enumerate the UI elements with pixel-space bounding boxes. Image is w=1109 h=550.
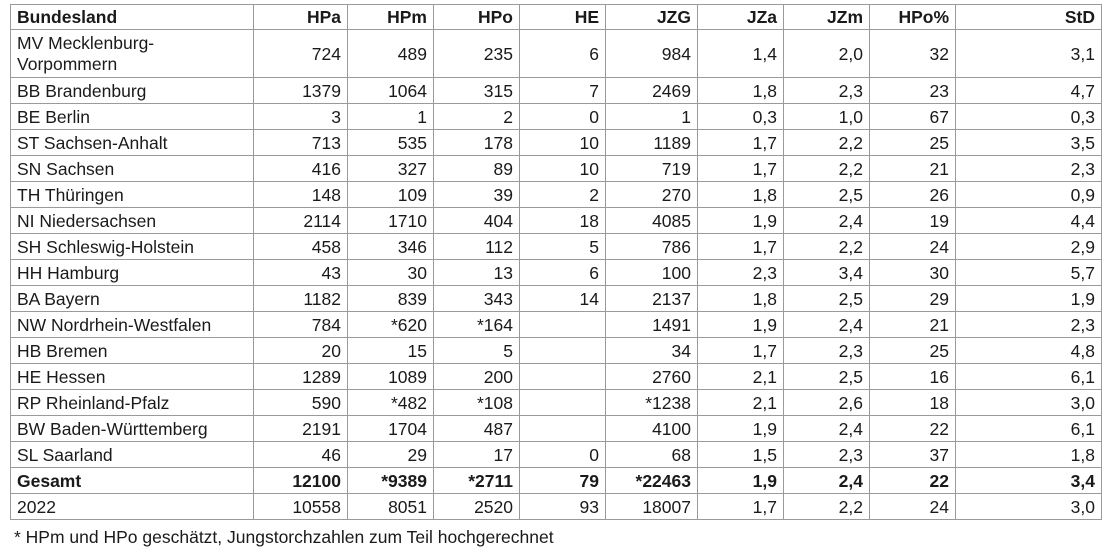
table-cell: 2,2 [784, 234, 870, 260]
table-cell: 25 [870, 130, 956, 156]
table-cell: 1,7 [698, 130, 784, 156]
state-name-cell: 2022 [11, 494, 254, 520]
table-cell: 22 [870, 468, 956, 494]
column-header: StD [956, 5, 1102, 30]
table-cell: 3,1 [956, 30, 1102, 78]
table-row [11, 260, 1102, 286]
table-body [11, 30, 1102, 520]
column-header: HPo [434, 5, 520, 30]
state-name-cell: TH Thüringen [11, 182, 254, 208]
table-cell [520, 338, 606, 364]
table-cell: 37 [870, 442, 956, 468]
table-cell: 4,4 [956, 208, 1102, 234]
table-cell: 2,3 [698, 260, 784, 286]
table-cell: 1289 [254, 364, 348, 390]
table-cell: 29 [348, 442, 434, 468]
table-cell: 2,5 [784, 364, 870, 390]
table-cell [520, 416, 606, 442]
footnote: * HPm und HPo geschätzt, Jungstorchzahlen zum Teil hochgerechnet [14, 527, 554, 547]
state-name-cell: NI Niedersachsen [11, 208, 254, 234]
table-cell: 2,2 [784, 494, 870, 520]
column-header: JZG [606, 5, 698, 30]
table-cell: 26 [870, 182, 956, 208]
table-cell: 2,3 [784, 338, 870, 364]
state-name-cell: BB Brandenburg [11, 78, 254, 104]
table-row [11, 390, 1102, 416]
state-name-cell: SL Saarland [11, 442, 254, 468]
table-total-row [11, 468, 1102, 494]
table-cell: 3,5 [956, 130, 1102, 156]
table-row [11, 130, 1102, 156]
table-cell: 3,4 [784, 260, 870, 286]
table-cell: 100 [606, 260, 698, 286]
table-cell: 30 [348, 260, 434, 286]
table-cell: 15 [348, 338, 434, 364]
table-cell: 68 [606, 442, 698, 468]
state-name-cell: BE Berlin [11, 104, 254, 130]
table-cell: 10 [520, 156, 606, 182]
table-cell: *482 [348, 390, 434, 416]
table-cell: 1182 [254, 286, 348, 312]
table-cell: 724 [254, 30, 348, 78]
table-row [11, 234, 1102, 260]
table-cell: 109 [348, 182, 434, 208]
table-cell: 839 [348, 286, 434, 312]
table-cell: 1,8 [698, 182, 784, 208]
table-cell: 0,3 [698, 104, 784, 130]
state-name-cell: BW Baden-Württemberg [11, 416, 254, 442]
state-name-cell: Gesamt [11, 468, 254, 494]
table-row [11, 442, 1102, 468]
table-cell: 2,9 [956, 234, 1102, 260]
table-cell: 8051 [348, 494, 434, 520]
state-name-cell: HB Bremen [11, 338, 254, 364]
table-cell: 1,7 [698, 234, 784, 260]
table-cell: 2,6 [784, 390, 870, 416]
table-cell: *2711 [434, 468, 520, 494]
table-cell: 6,1 [956, 416, 1102, 442]
table-cell: 1189 [606, 130, 698, 156]
table-cell: 2,5 [784, 182, 870, 208]
table-row [11, 208, 1102, 234]
table-cell: 984 [606, 30, 698, 78]
table-cell: 1,9 [698, 208, 784, 234]
table-cell: 535 [348, 130, 434, 156]
table-cell: 1,8 [698, 286, 784, 312]
table-cell: *620 [348, 312, 434, 338]
table-cell: 4,8 [956, 338, 1102, 364]
table-cell: 67 [870, 104, 956, 130]
table-cell: 18 [520, 208, 606, 234]
table-cell: 14 [520, 286, 606, 312]
table-cell: 23 [870, 78, 956, 104]
table-cell: 2,4 [784, 416, 870, 442]
table-cell: 4,7 [956, 78, 1102, 104]
table-cell [520, 390, 606, 416]
table-cell: 1,0 [784, 104, 870, 130]
table-cell: 2,2 [784, 156, 870, 182]
table-cell: 5 [434, 338, 520, 364]
table-cell: 2,3 [784, 78, 870, 104]
table-cell: *9389 [348, 468, 434, 494]
state-name-cell: HE Hessen [11, 364, 254, 390]
table-cell: 2137 [606, 286, 698, 312]
table-row [11, 312, 1102, 338]
table-cell: 43 [254, 260, 348, 286]
table-cell: 6 [520, 260, 606, 286]
state-name-cell: RP Rheinland-Pfalz [11, 390, 254, 416]
table-cell: 24 [870, 494, 956, 520]
table-row [11, 338, 1102, 364]
table-cell: 39 [434, 182, 520, 208]
table-cell: 1,9 [698, 312, 784, 338]
table-cell: 1089 [348, 364, 434, 390]
table-cell: 2469 [606, 78, 698, 104]
table-cell: 4100 [606, 416, 698, 442]
table-cell: 3,4 [956, 468, 1102, 494]
table-cell: 3 [254, 104, 348, 130]
table-cell: 89 [434, 156, 520, 182]
table-row [11, 364, 1102, 390]
table-cell: 1,7 [698, 338, 784, 364]
table-row [11, 182, 1102, 208]
state-name-cell: NW Nordrhein-Westfalen [11, 312, 254, 338]
table-cell: 0 [520, 442, 606, 468]
state-name-cell: HH Hamburg [11, 260, 254, 286]
table-cell: 327 [348, 156, 434, 182]
table-row [11, 156, 1102, 182]
table-cell: 2,1 [698, 390, 784, 416]
table-cell: 2191 [254, 416, 348, 442]
table-cell: 315 [434, 78, 520, 104]
column-header: HE [520, 5, 606, 30]
table-cell: 2 [520, 182, 606, 208]
table-cell: 22 [870, 416, 956, 442]
table-cell: 1379 [254, 78, 348, 104]
table-cell: 79 [520, 468, 606, 494]
table-cell: 30 [870, 260, 956, 286]
table-cell: 3,0 [956, 494, 1102, 520]
table-row [11, 494, 1102, 520]
table-cell: 2,3 [956, 156, 1102, 182]
table-cell: 34 [606, 338, 698, 364]
column-header: Bundesland [11, 5, 254, 30]
table-cell: 6 [520, 30, 606, 78]
table-cell: 5 [520, 234, 606, 260]
table-cell: 10 [520, 130, 606, 156]
table-cell: *22463 [606, 468, 698, 494]
table-cell: 2,4 [784, 468, 870, 494]
table-cell: 200 [434, 364, 520, 390]
table-cell: 7 [520, 78, 606, 104]
table-cell: 2114 [254, 208, 348, 234]
table-cell: 2,2 [784, 130, 870, 156]
table-row [11, 416, 1102, 442]
table-cell: 235 [434, 30, 520, 78]
state-name-cell: MV Mecklenburg-Vorpommern [11, 30, 254, 78]
table-cell: 719 [606, 156, 698, 182]
table-cell: 5,7 [956, 260, 1102, 286]
table-cell: 1,8 [956, 442, 1102, 468]
table-cell: 2,3 [784, 442, 870, 468]
table-cell: 458 [254, 234, 348, 260]
table-cell: 270 [606, 182, 698, 208]
table-cell: 1,8 [698, 78, 784, 104]
table-cell: 786 [606, 234, 698, 260]
table-cell: 20 [254, 338, 348, 364]
table-cell: 1,7 [698, 494, 784, 520]
table-cell: 590 [254, 390, 348, 416]
table-cell: 2,0 [784, 30, 870, 78]
table-cell: 1 [348, 104, 434, 130]
table-row [11, 78, 1102, 104]
table-cell: 178 [434, 130, 520, 156]
table-cell: 0,3 [956, 104, 1102, 130]
table-cell [520, 312, 606, 338]
table-cell: 148 [254, 182, 348, 208]
table-header-row [11, 5, 1102, 30]
table-cell: *1238 [606, 390, 698, 416]
state-name-cell: ST Sachsen-Anhalt [11, 130, 254, 156]
table-cell: 2,3 [956, 312, 1102, 338]
table-cell: 416 [254, 156, 348, 182]
table-cell: 1,7 [698, 156, 784, 182]
table-cell: 1,9 [698, 468, 784, 494]
table-cell: 0,9 [956, 182, 1102, 208]
table-cell: 19 [870, 208, 956, 234]
column-header: HPa [254, 5, 348, 30]
column-header: JZm [784, 5, 870, 30]
table-cell: 13 [434, 260, 520, 286]
table-cell: 6,1 [956, 364, 1102, 390]
table-cell: 29 [870, 286, 956, 312]
table-cell: 3,0 [956, 390, 1102, 416]
table-cell: 713 [254, 130, 348, 156]
column-header: HPo% [870, 5, 956, 30]
table-cell: *164 [434, 312, 520, 338]
table-cell: 24 [870, 234, 956, 260]
table-cell: 2,1 [698, 364, 784, 390]
stork-statistics-table [10, 4, 1102, 520]
state-name-cell: SH Schleswig-Holstein [11, 234, 254, 260]
column-header: JZa [698, 5, 784, 30]
table-cell: 2 [434, 104, 520, 130]
table-cell: 4085 [606, 208, 698, 234]
table-cell: 2,4 [784, 208, 870, 234]
table-cell: 21 [870, 156, 956, 182]
table-cell: 21 [870, 312, 956, 338]
table-cell: 487 [434, 416, 520, 442]
table-cell: 784 [254, 312, 348, 338]
table-cell: 17 [434, 442, 520, 468]
table-cell: 93 [520, 494, 606, 520]
table-cell: 2520 [434, 494, 520, 520]
table-cell: 489 [348, 30, 434, 78]
table-row [11, 104, 1102, 130]
table-cell: 1,4 [698, 30, 784, 78]
table-cell: 2,4 [784, 312, 870, 338]
state-name-cell: SN Sachsen [11, 156, 254, 182]
table-cell: *108 [434, 390, 520, 416]
table-cell: 343 [434, 286, 520, 312]
table-cell: 0 [520, 104, 606, 130]
table-cell: 1,5 [698, 442, 784, 468]
table-cell: 1491 [606, 312, 698, 338]
table-cell [520, 364, 606, 390]
table-cell: 1710 [348, 208, 434, 234]
table-cell: 1,9 [956, 286, 1102, 312]
table-cell: 25 [870, 338, 956, 364]
table-cell: 10558 [254, 494, 348, 520]
state-name-cell: BA Bayern [11, 286, 254, 312]
table-cell: 404 [434, 208, 520, 234]
table-cell: 46 [254, 442, 348, 468]
column-header: HPm [348, 5, 434, 30]
table-cell: 18007 [606, 494, 698, 520]
table-cell: 32 [870, 30, 956, 78]
table-row [11, 30, 1102, 78]
table-cell: 112 [434, 234, 520, 260]
table-cell: 346 [348, 234, 434, 260]
table-cell: 1 [606, 104, 698, 130]
table-cell: 2760 [606, 364, 698, 390]
table-cell: 1704 [348, 416, 434, 442]
table-cell: 12100 [254, 468, 348, 494]
table-cell: 1,9 [698, 416, 784, 442]
table-cell: 1064 [348, 78, 434, 104]
table-cell: 2,5 [784, 286, 870, 312]
table-cell: 18 [870, 390, 956, 416]
table-cell: 16 [870, 364, 956, 390]
table-row [11, 286, 1102, 312]
